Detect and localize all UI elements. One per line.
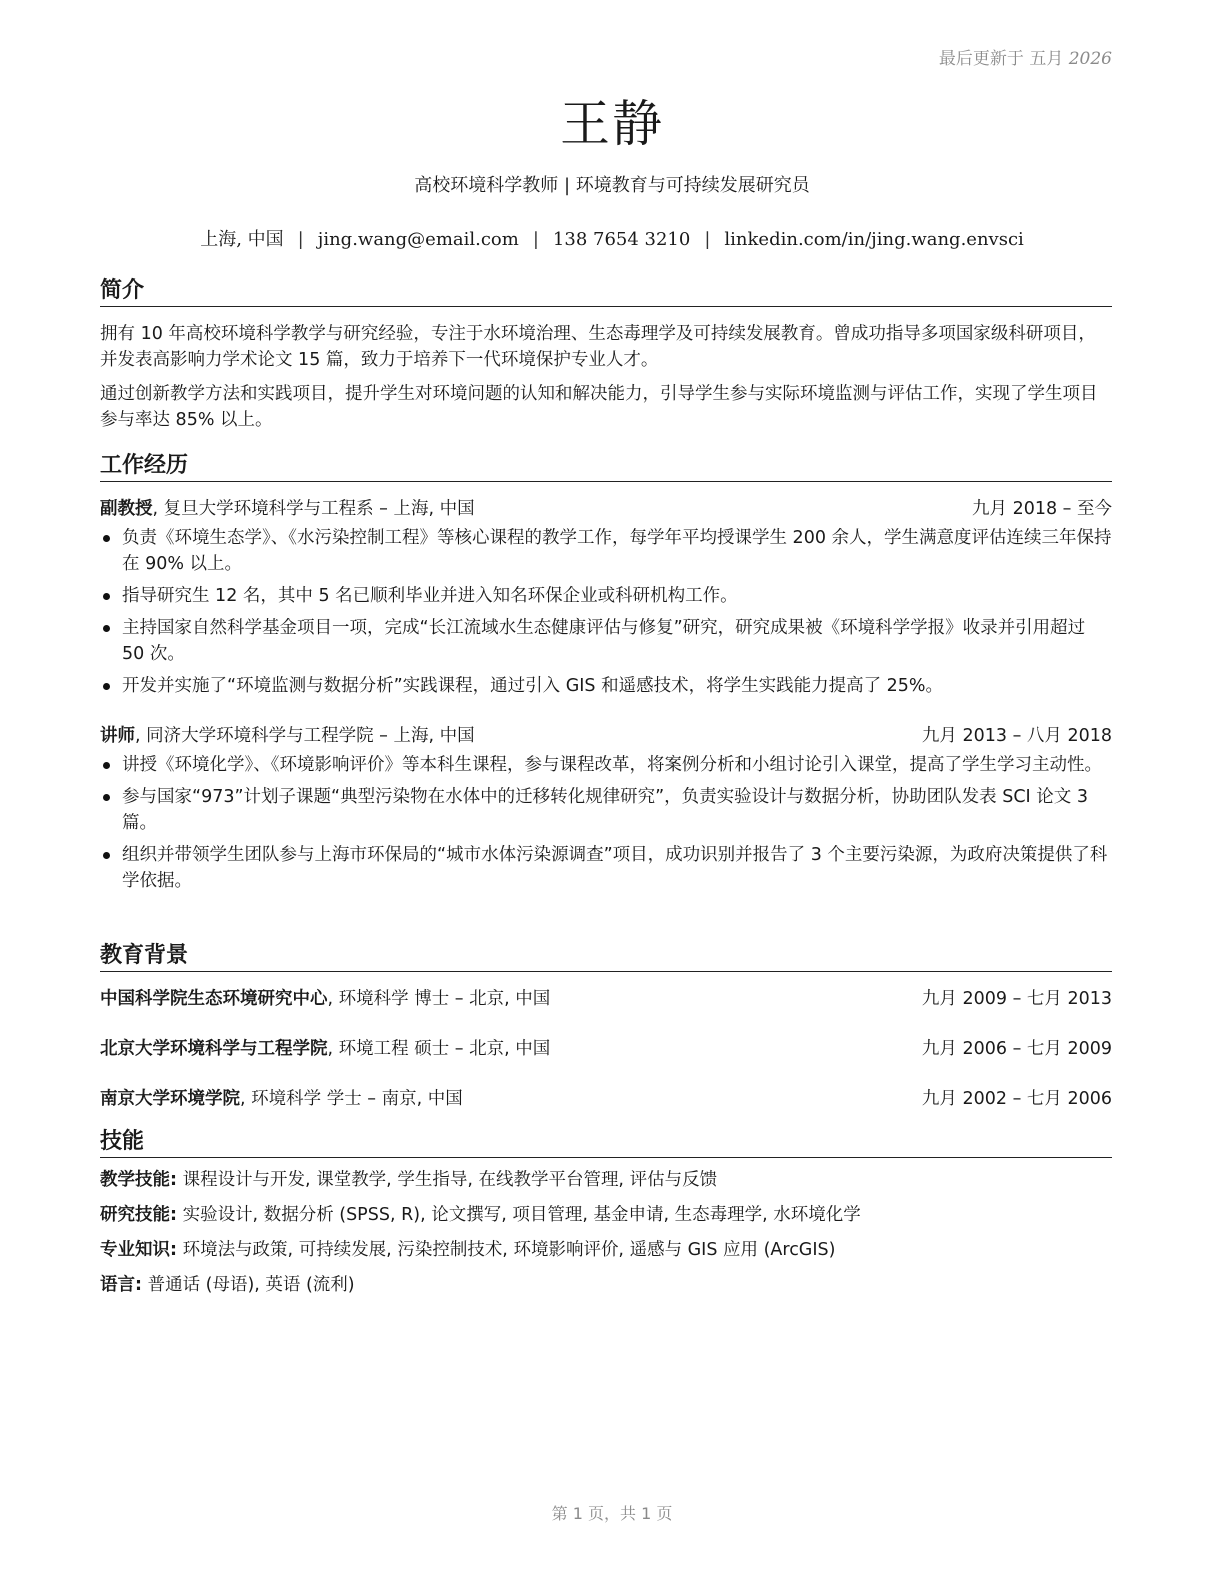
skills-list xyxy=(100,1163,1112,1303)
job-dates: 九月 2013 – 八月 2018 xyxy=(921,726,1112,746)
education-item xyxy=(100,986,1112,1012)
contact-separator: | xyxy=(297,229,304,250)
contact-location: 上海, 中国 xyxy=(200,229,284,250)
skill-label: 专业知识: xyxy=(100,1240,177,1260)
experience-title: 工作经历 xyxy=(100,453,1112,482)
education-school: 北京大学环境科学与工程学院 xyxy=(100,1039,328,1059)
contact-phone: 138 7654 3210 xyxy=(552,229,691,250)
skill-label: 教学技能: xyxy=(100,1170,177,1190)
job-dates: 九月 2018 – 至今 xyxy=(972,499,1112,519)
education-line xyxy=(100,1086,463,1112)
job-role: 副教授 xyxy=(100,499,153,519)
last-updated xyxy=(939,44,1112,69)
job-bullet: 负责《环境生态学》、《水污染控制工程》等核心课程的教学工作，每学年平均授课学生 200 余人，学生满意度评估连续三年保持在 90% 以上。 xyxy=(122,525,1112,577)
education-school: 南京大学环境学院 xyxy=(100,1089,240,1109)
experience-section xyxy=(100,453,1112,894)
education-dates: 九月 2006 – 七月 2009 xyxy=(921,1039,1112,1059)
contact-separator: | xyxy=(532,229,539,250)
job-org: , 同济大学环境科学与工程学院 – 上海, 中国 xyxy=(135,726,475,746)
skills-section xyxy=(100,1129,1112,1303)
skill-value: 普通话 (母语), 英语 (流利) xyxy=(142,1275,355,1295)
summary-title: 简介 xyxy=(100,278,1112,307)
education-dates: 九月 2009 – 七月 2013 xyxy=(921,989,1112,1009)
education-detail: , 环境科学 学士 – 南京, 中国 xyxy=(240,1089,463,1109)
education-item xyxy=(100,1036,1112,1062)
job-header xyxy=(100,723,1112,749)
skills-title: 技能 xyxy=(100,1129,1112,1158)
education-dates: 九月 2002 – 七月 2006 xyxy=(921,1089,1112,1109)
skill-value: 环境法与政策, 可持续发展, 污染控制技术, 环境影响评价, 遥感与 GIS 应用 (ArcGIS) xyxy=(177,1240,836,1260)
contact-email[interactable]: jing.wang@email.com xyxy=(317,229,519,250)
skill-label: 语言: xyxy=(100,1275,142,1295)
education-detail: , 环境科学 博士 – 北京, 中国 xyxy=(327,989,551,1009)
skill-row xyxy=(100,1198,1112,1233)
job-title-line xyxy=(100,723,475,749)
job-header xyxy=(100,496,1112,522)
job-bullet: 组织并带领学生团队参与上海市环保局的“城市水体污染源调查”项目，成功识别并报告了 3 个主要污染源，为政府决策提供了科学依据。 xyxy=(122,842,1112,894)
summary-paragraph: 通过创新教学方法和实践项目，提升学生对环境问题的认知和解决能力，引导学生参与实际环境监测与评估工作，实现了学生项目参与率达 85% 以上。 xyxy=(100,384,1098,430)
education-section xyxy=(100,943,1112,1112)
job-bullet: 讲授《环境化学》、《环境影响评价》等本科生课程，参与课程改革，将案例分析和小组讨论引入课堂，提高了学生学习主动性。 xyxy=(122,752,1112,778)
skill-row xyxy=(100,1233,1112,1268)
skill-row xyxy=(100,1163,1112,1198)
candidate-headline: 高校环境科学教师 | 环境教育与可持续发展研究员 xyxy=(414,175,810,196)
education-title: 教育背景 xyxy=(100,943,1112,972)
contact-line xyxy=(0,225,1224,251)
job-title-line xyxy=(100,496,475,522)
job-bullets xyxy=(100,752,1112,894)
contact-linkedin[interactable]: linkedin.com/in/jing.wang.envsci xyxy=(724,229,1024,250)
job-bullets xyxy=(100,525,1112,699)
job-bullet: 指导研究生 12 名，其中 5 名已顺利毕业并进入知名环保企业或科研机构工作。 xyxy=(122,583,1112,609)
contact-separator: | xyxy=(704,229,711,250)
skill-row xyxy=(100,1268,1112,1303)
last-updated-label: 最后更新于 五月 xyxy=(938,49,1064,69)
job-bullet: 开发并实施了“环境监测与数据分析”实践课程，通过引入 GIS 和遥感技术，将学生实践能力提高了 25%。 xyxy=(122,673,1112,699)
summary-paragraph: 拥有 10 年高校环境科学教学与研究经验，专注于水环境治理、生态毒理学及可持续发展教育。曾成功指导多项国家级科研项目，并发表高影响力学术论文 15 篇，致力于培养下一代环境保护专业人才。 xyxy=(100,324,1096,370)
job-bullet: 主持国家自然科学基金项目一项，完成“长江流域水生态健康评估与修复”研究，研究成果被《环境科学学报》收录并引用超过 50 次。 xyxy=(122,615,1112,667)
skill-value: 课程设计与开发, 课堂教学, 学生指导, 在线教学平台管理, 评估与反馈 xyxy=(177,1170,718,1190)
education-detail: , 环境工程 硕士 – 北京, 中国 xyxy=(327,1039,551,1059)
education-line xyxy=(100,1036,550,1062)
education-item xyxy=(100,1086,1112,1112)
education-school: 中国科学院生态环境研究中心 xyxy=(100,989,328,1009)
skill-value: 实验设计, 数据分析 (SPSS, R), 论文撰写, 项目管理, 基金申请, 生态毒理学, 水环境化学 xyxy=(177,1205,861,1225)
job-role: 讲师 xyxy=(100,726,135,746)
page-number: 第 1 页，共 1 页 xyxy=(551,1504,673,1523)
job-org: , 复旦大学环境科学与工程系 – 上海, 中国 xyxy=(152,499,475,519)
summary-section xyxy=(100,278,1112,433)
job-bullet: 参与国家“973”计划子课题“典型污染物在水体中的迁移转化规律研究”，负责实验设计与数据分析，协助团队发表 SCI 论文 3 篇。 xyxy=(122,784,1112,836)
candidate-name: 王静 xyxy=(560,95,664,153)
skill-label: 研究技能: xyxy=(100,1205,177,1225)
last-updated-year: 2026 xyxy=(1068,49,1112,69)
education-line xyxy=(100,986,550,1012)
